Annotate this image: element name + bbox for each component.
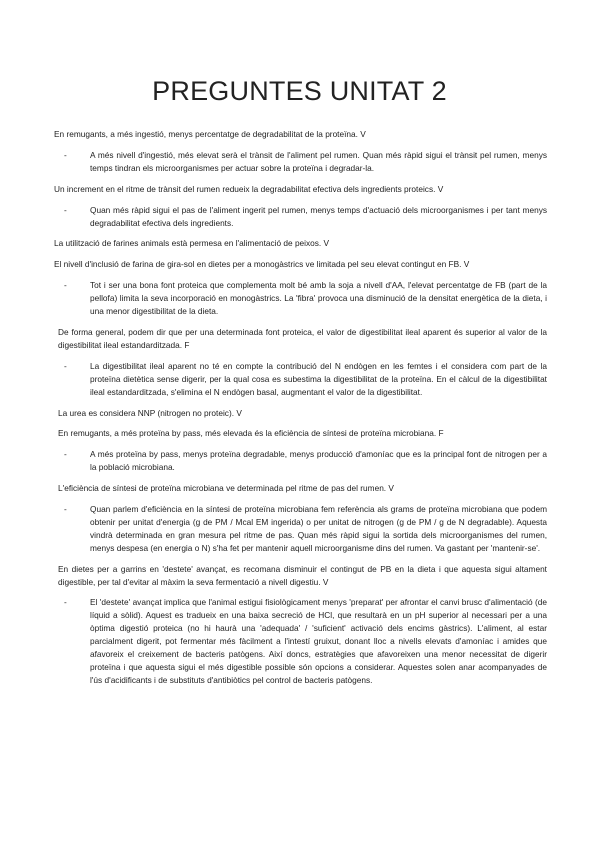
bullet-item	[54, 279, 547, 318]
bullet-item	[54, 596, 547, 686]
bullet-text: A més proteïna by pass, menys proteïna degradable, menys producció d'amoníac que es la principal font de nitrogen per a la població microbiana.	[90, 449, 547, 473]
bullet-dash: -	[64, 597, 67, 608]
bullet-text: Quan parlem d'eficiència en la síntesi de proteïna microbiana fem referència als grams de proteïna microbiana que podem obtenir per unitat d'energia (g de PM / Mcal EM ingerida) o per unitat de nitrogen (g de PM / g de N degradable). Aquesta vindrà determinada en gran mesura pel ritme de pas. Quan més ràpid sigui la sortida dels microorganismes del rumen, menys despesa (en energia o N) s'ha fet per mantenir aquell microorganisme dins del rumen. Va gastant per 'mantenir-se'.	[90, 504, 547, 553]
statement: En dietes per a garrins en 'destete' avançat, es recomana disminuir el contingut de PB en la dieta i que aquesta sigui altament digestible, per tal d'evitar al màxim la seva fermentació a nivell digestiu. V	[58, 563, 547, 587]
document-body	[54, 128, 547, 695]
bullet-item	[54, 360, 547, 399]
statement: El nivell d'inclusió de farina de gira-sol en dietes per a monogàstrics ve limitada pel seu elevat contingut en FB. V	[54, 259, 470, 270]
bullet-item	[54, 204, 547, 230]
bullet-item	[54, 149, 547, 175]
page-title: PREGUNTES UNITAT 2	[152, 76, 447, 106]
statement: En remugants, a més proteïna by pass, més elevada és la eficiència de síntesi de proteïna microbiana. F	[58, 428, 444, 439]
bullet-dash: -	[64, 204, 67, 215]
statement: Un increment en el ritme de trànsit del rumen redueix la degradabilitat efectiva dels ingredients proteics. V	[54, 183, 444, 194]
bullet-dash: -	[64, 280, 67, 291]
bullet-text: Tot i ser una bona font proteica que complementa molt bé amb la soja a nivell d'AA, l'elevat percentatge de FB (part de la pellofa) limita la seva incorporació en monogàstrics. La 'fibra' provoca una disminució de la densitat energètica de la dieta, i una menor digestibilitat de la dieta.	[90, 280, 547, 317]
bullet-text: La digestibilitat ileal aparent no té en compte la contribució del N endògen en les femtes i el considera com part de la proteïna dietètica sense digerir, per la qual cosa es subestima la digestibilitat de la proteïna. En el càlcul de la digestibilitat ileal estandarditzada, s'elimina el N endògen basal, augmentant el valor de la digestibilitat.	[90, 360, 547, 397]
statement: La urea es considera NNP (nitrogen no proteic). V	[58, 407, 242, 418]
bullet-dash: -	[64, 504, 67, 515]
statement: La utilització de farines animals està permesa en l'alimentació de peixos. V	[54, 238, 330, 249]
bullet-dash: -	[64, 149, 67, 160]
bullet-text: Quan més ràpid sigui el pas de l'aliment ingerit pel rumen, menys temps d'actuació dels microorganismes i per tant menys degradabilitat efectiva dels ingredients.	[90, 204, 547, 228]
bullet-item	[54, 448, 547, 474]
statement: En remugants, a més ingestió, menys percentatge de degradabilitat de la proteïna. V	[54, 129, 366, 139]
bullet-text: A més nivell d'ingestió, més elevat serà el trànsit de l'aliment pel rumen. Quan més ràpid sigui el trànsit pel rumen, menys temps tindran els microorganismes per actuar sobre la proteïna i degradar-la.	[90, 149, 547, 173]
statement: De forma general, podem dir que per una determinada font proteica, el valor de digestibilitat ileal aparent és superior al valor de la digestibilitat ileal estandarditzada. F	[58, 326, 547, 350]
bullet-item	[54, 503, 547, 555]
bullet-dash: -	[64, 360, 67, 371]
bullet-text: El 'destete' avançat implica que l'animal estigui fisiològicament menys 'preparat' per afrontar el canvi brusc d'alimentació (de líquid a sòlid). Aquest es tradueix en una baixa secreció de HCl, que resultarà en un pH superior al necessari per a una òptima digestió proteica (no hi haurà una 'adequada' / 'suficient' activació dels encims gàstrics). L'aliment, al estar parcialment digerit, pot fermentar més fàcilment a l'intestí gruixut, donant lloc a nivells elevats d'amoníac i amides que afavoreix el creixement de bacteris patògens. Així doncs, estratègies que afavoreixen una menor necessitat de digerir proteïna i que aquesta sigui el més digestible possible són opcions a considerar. Aquestes solen anar acompanyades de l'ús d'acidificants i de substituts d'antibiòtics pel control de bacteris patògens.	[90, 597, 547, 685]
bullet-dash: -	[64, 449, 67, 460]
statement: L'eficiència de síntesi de proteïna microbiana ve determinada pel ritme de pas del rumen. V	[58, 483, 394, 494]
